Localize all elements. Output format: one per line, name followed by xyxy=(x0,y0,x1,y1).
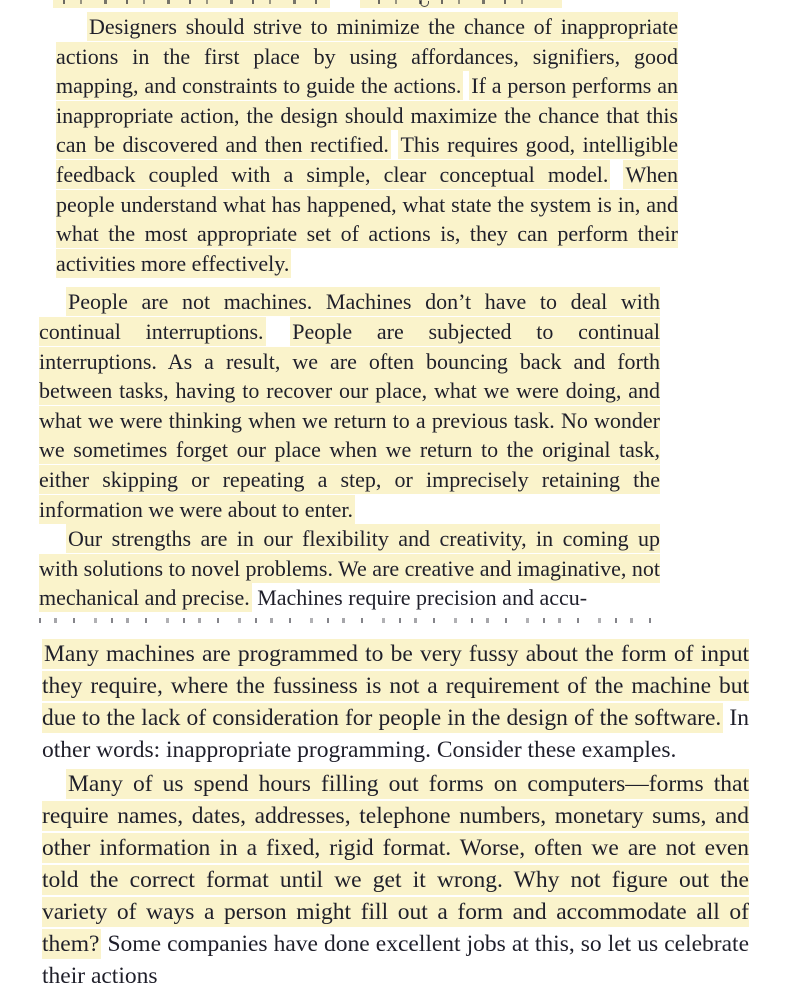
plain-text-run: Machines require precision and accu- xyxy=(257,585,588,611)
highlighted-text-run: If a person performs an inappropriate action, the design should maximize the chance that this can be discovered and then rectified. xyxy=(56,73,678,158)
highlighted-text-run: This requires good, intelligible feedback coupled with a simple, clear conceptual model. xyxy=(56,132,678,187)
highlighted-text-run: Our strengths are in our flexibility and creativity, in coming up with solutions to novel problems. We are creative and imaginative, not mechanical and precise. xyxy=(39,526,661,611)
cut-off-line-middle xyxy=(39,616,659,625)
paragraph-forms xyxy=(42,768,749,992)
paragraph-designers xyxy=(56,12,678,278)
paragraph-fussy-machines xyxy=(42,638,749,766)
plain-text-run: In other words: inappropriate programming. Consider these examples. xyxy=(42,705,749,763)
highlighted-text-run: People are subjected to continual interruptions. As a result, we are often bouncing back and forth between tasks, having to recover our place, what we were doing, and what we were thinking when we return to a previous task. No wonder we sometimes forget our place when we return to the original task, either skipping or repeating a step, or imprecisely retaining the information we were about to enter. xyxy=(39,318,660,522)
highlighted-text-run: When people understand what has happened, what state the system is in, and what the most appropriate set of actions is, they can perform their activities more effectively. xyxy=(56,161,679,276)
highlighted-text-run: Designers should strive to minimize the chance of inappropriate actions in the first place by using affordances, signifiers, good mapping, and constraints to guide the actions. xyxy=(56,14,678,99)
paragraph-strengths xyxy=(39,524,660,613)
highlighted-text-run: People are not machines. Machines don’t have to deal with continual interruptions. xyxy=(39,289,660,344)
paragraph-people-machines xyxy=(39,287,660,524)
highlighted-text-run: Many machines are programmed to be very fussy about the form of input they require, where the fussiness is not a requirement of the machine but due to the lack of consideration for people in the design of the software. xyxy=(42,641,749,731)
section-2 xyxy=(0,638,796,992)
highlighted-text-run: Many of us spend hours filling out forms on computers—forms that require names, dates, addresses, telephone numbers, monetary sums, and other information in a fixed, rigid format. Worse, often we are not even told the correct format until we get it wrong. Why not figure out the variety of ways a person might fill out a form and accommodate all of them? xyxy=(42,771,749,957)
plain-text-run: Some companies have done excellent jobs at this, so let us celebrate their actions xyxy=(42,931,750,989)
